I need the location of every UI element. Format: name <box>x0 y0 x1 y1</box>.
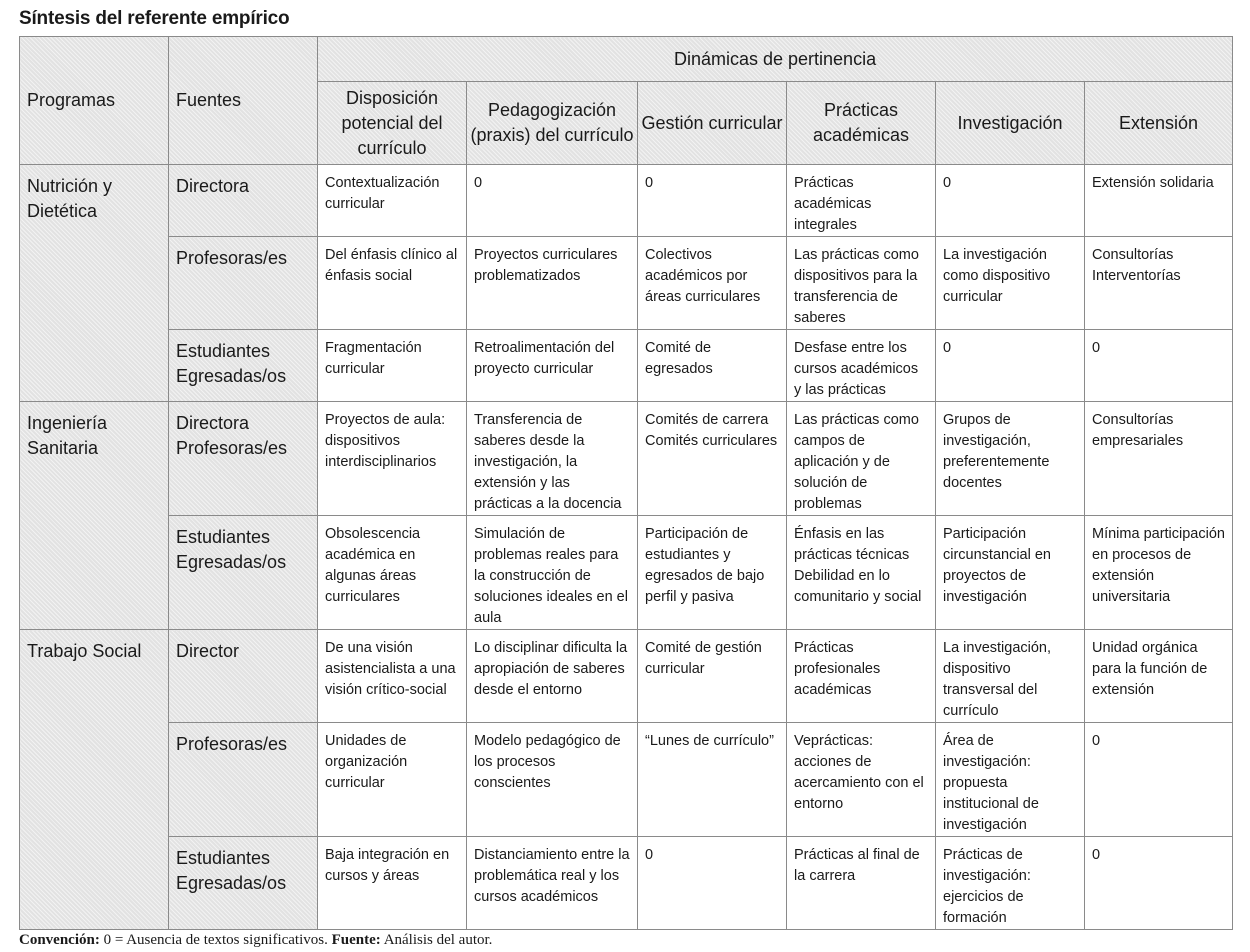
source-name: Estudiantes Egresadas/os <box>169 516 318 630</box>
program-name: Ingeniería Sanitaria <box>20 402 169 630</box>
table-row <box>20 402 1233 516</box>
column-header: Extensión <box>1085 82 1233 165</box>
table-cell: Fragmentación curricular <box>318 330 467 402</box>
table-cell: Grupos de investigación, preferentemente docentes <box>936 402 1085 516</box>
source-name: Directora Profesoras/es <box>169 402 318 516</box>
table-cell: Prácticas académicas integrales <box>787 165 936 237</box>
program-name: Nutrición y Dietética <box>20 165 169 402</box>
source-name: Director <box>169 630 318 723</box>
header-fuentes: Fuentes <box>169 37 318 165</box>
table-cell: Extensión solidaria <box>1085 165 1233 237</box>
fuente-text: Análisis del autor. <box>380 932 493 948</box>
column-header: Investigación <box>936 82 1085 165</box>
program-name: Trabajo Social <box>20 630 169 930</box>
table-cell: Contextualización curricular <box>318 165 467 237</box>
table-cell: Obsolescencia académica en algunas áreas curriculares <box>318 516 467 630</box>
table-cell: Comité de egresados <box>638 330 787 402</box>
table-cell: Énfasis en las prácticas técnicas Debilidad en lo comunitario y social <box>787 516 936 630</box>
table-cell: 0 <box>936 165 1085 237</box>
table-row <box>20 516 1233 630</box>
table-cell: 0 <box>1085 330 1233 402</box>
table-row <box>20 837 1233 930</box>
table-cell: Proyectos de aula: dispositivos interdisciplinarios <box>318 402 467 516</box>
fuente-label: Fuente: <box>331 932 381 948</box>
table-cell: Las prácticas como campos de aplicación y de solución de problemas <box>787 402 936 516</box>
table-cell: Participación de estudiantes y egresados de bajo perfil y pasiva <box>638 516 787 630</box>
table-cell: Prácticas profesionales académicas <box>787 630 936 723</box>
table-cell: 0 <box>1085 723 1233 837</box>
source-name: Profesoras/es <box>169 723 318 837</box>
table-cell: Simulación de problemas reales para la construcción de soluciones ideales en el aula <box>467 516 638 630</box>
column-header: Pedagogización (praxis) del currículo <box>467 82 638 165</box>
table-cell: Comité de gestión curricular <box>638 630 787 723</box>
table-cell: Del énfasis clínico al énfasis social <box>318 237 467 330</box>
table-row <box>20 237 1233 330</box>
source-name: Estudiantes Egresadas/os <box>169 837 318 930</box>
table-cell: Unidad orgánica para la función de extensión <box>1085 630 1233 723</box>
convencion-label: Convención: <box>19 932 100 948</box>
synthesis-table <box>19 36 1233 930</box>
table-cell: De una visión asistencialista a una visión crítico-social <box>318 630 467 723</box>
table-cell: 0 <box>638 837 787 930</box>
table-cell: 0 <box>638 165 787 237</box>
table-cell: Retroalimentación del proyecto curricular <box>467 330 638 402</box>
table-cell: 0 <box>467 165 638 237</box>
table-cell: La investigación, dispositivo transversal del currículo <box>936 630 1085 723</box>
source-name: Directora <box>169 165 318 237</box>
table-cell: Consultorías Interventorías <box>1085 237 1233 330</box>
header-group: Dinámicas de pertinencia <box>318 37 1233 82</box>
table-cell: Unidades de organización curricular <box>318 723 467 837</box>
table-row <box>20 723 1233 837</box>
column-header: Gestión curricular <box>638 82 787 165</box>
table-cell: Participación circunstancial en proyectos de investigación <box>936 516 1085 630</box>
table-cell: Prácticas de investigación: ejercicios de formación <box>936 837 1085 930</box>
source-name: Estudiantes Egresadas/os <box>169 330 318 402</box>
table-cell: Mínima participación en procesos de extensión universitaria <box>1085 516 1233 630</box>
column-header: Disposición potencial del currículo <box>318 82 467 165</box>
table-cell: La investigación como dispositivo curricular <box>936 237 1085 330</box>
table-cell: Comités de carrera Comités curriculares <box>638 402 787 516</box>
table-footnote <box>19 932 492 949</box>
table-cell: 0 <box>936 330 1085 402</box>
table-cell: “Lunes de currículo” <box>638 723 787 837</box>
table-cell: Veprácticas: acciones de acercamiento con el entorno <box>787 723 936 837</box>
table-cell: Distanciamiento entre la problemática real y los cursos académicos <box>467 837 638 930</box>
column-header: Prácticas académicas <box>787 82 936 165</box>
table-cell: Consultorías empresariales <box>1085 402 1233 516</box>
table-cell: Modelo pedagógico de los procesos conscientes <box>467 723 638 837</box>
table-cell: Prácticas al final de la carrera <box>787 837 936 930</box>
table-cell: Las prácticas como dispositivos para la transferencia de saberes <box>787 237 936 330</box>
source-name: Profesoras/es <box>169 237 318 330</box>
table-cell: Baja integración en cursos y áreas <box>318 837 467 930</box>
table-title: Síntesis del referente empírico <box>19 8 290 29</box>
table-cell: Transferencia de saberes desde la investigación, la extensión y las prácticas a la docencia <box>467 402 638 516</box>
table-cell: 0 <box>1085 837 1233 930</box>
table-cell: Colectivos académicos por áreas curriculares <box>638 237 787 330</box>
table-row <box>20 330 1233 402</box>
table-row <box>20 630 1233 723</box>
table-cell: Desfase entre los cursos académicos y las prácticas <box>787 330 936 402</box>
table-cell: Área de investigación: propuesta institucional de investigación <box>936 723 1085 837</box>
table-row <box>20 165 1233 237</box>
table-cell: Lo disciplinar dificulta la apropiación de saberes desde el entorno <box>467 630 638 723</box>
convencion-text: 0 = Ausencia de textos significativos. <box>99 932 332 948</box>
header-programas: Programas <box>20 37 169 165</box>
table-cell: Proyectos curriculares problematizados <box>467 237 638 330</box>
